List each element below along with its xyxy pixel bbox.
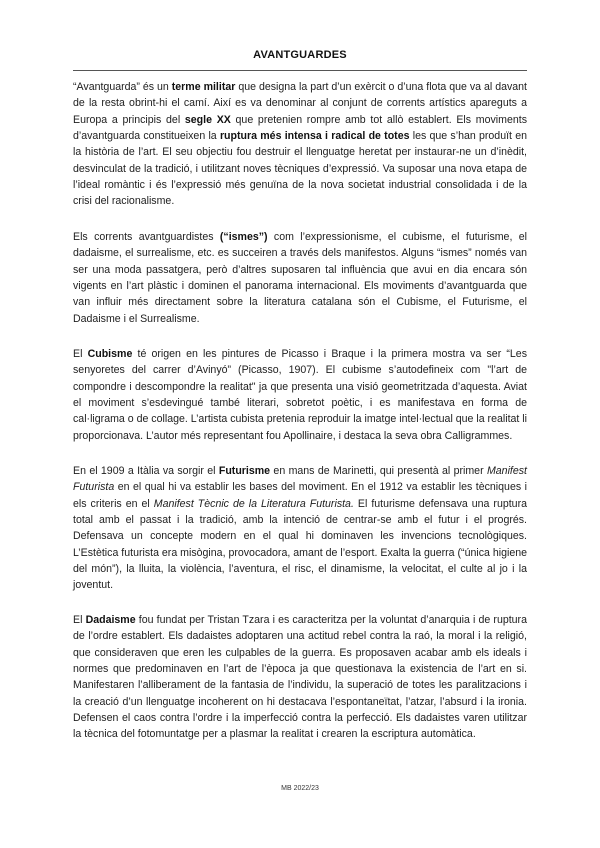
emphasis-futurisme: Futurisme [218,465,271,477]
paragraph-avantguarda-definition [73,79,527,210]
document-title: AVANTGUARDES [253,49,347,61]
title-divider [73,70,527,71]
text-run: “Avantguarda” és un [73,81,172,93]
text-run: En el 1909 a Itàlia va sorgir el [73,465,219,477]
text-run: com l’expressionisme, el cubisme, el futurisme, el dadaisme, el surrealisme, etc. es succeiren a través dels manifestos. Alguns “ismes” només van ser una moda passatgera, però d’altres suposaren tal influència que avui en dia encara són vigents en l’art plàstic i dominen el panorama internacional. Els moviments d’avantguarda que van influir més directament sobre la literatura catalana són el Cubisme, el Futurisme, el Dadaisme i el Surrealisme. [73,231,528,325]
text-run: El [73,348,88,360]
text-run: té origen en les pintures de Picasso i Braque i la primera mostra va ser “Les senyoretes del carrer d’Avinyó” (Picasso, 1907). El cubisme s’autodefineix com "l’art de compondre i descompondre la realitat" ja que presenta una visió geometritzada d’aquesta. Aviat el moviment s’esdevingué també literari, sobretot poètic, i es manifestava en forma de cal·ligrama o de collage. L’artista cubista pretenia reproduir la imatge intel·lectual que la realitat li proporcionava. L’autor més representant fou Apollinaire, i destaca la seva obra Calligrammes. [73,348,528,442]
paragraph-cubisme [73,346,527,444]
text-run: en mans de Marinetti, qui presentà al primer [270,465,487,477]
paragraph-futurisme [73,463,527,594]
emphasis-ruptura: ruptura més intensa i radical de totes [219,130,410,143]
paragraph-dadaisme [73,612,527,743]
emphasis-segle-xx: segle XX [184,113,231,126]
text-run: El futurisme defensava una ruptura total amb el passat i la tradició, amb la intenció de centrar-se amb el futur i el progrés. Defensava un concepte modern en el qual hi dominaven les invencions tecnològiques. L’Estètica futurista era misògina, provocadora, amant de l’esport. Exalta la guerra (“única higiene del món”), la lluita, la violència, l’aventura, el risc, el dinamisme, la velocitat, el culte al jo i la joventut. [73,497,528,592]
paragraph-ismes [73,229,527,327]
emphasis-cubisme: Cubisme [87,348,133,360]
text-run: les que s’han produït en la història de l’art. El seu objectiu fou destruir el llenguatge heretat per instaurar-ne un d’inèdit, desvinculat de la tradició, i utilitzant noves tècniques d’expressió. Va suposar una nova etapa de l’ideal romàntic i és l’expressió més genuïna de la nova societat industrial consolidada i de la crisi del racionalisme. [73,130,527,208]
text-run: que pretenien rompre amb tot allò establert. Els moviments d’avantguarda constitueixen la [73,113,527,143]
text-run: que designa la part d’un exèrcit o d’una flota que va al davant de la resta obrint-hi el camí. Així es va denominar al conjunt de corrents artístics apareguts a Europa a principis del [73,81,528,126]
emphasis-ismes: (“ismes”) [219,231,268,243]
page-footer: MB 2022/23 [281,785,319,792]
text-run: El [73,614,86,626]
text-run: fou fundat per Tristan Tzara i es caracteritza per la voluntat d’anarquia i de ruptura de l’ordre establert. Els dadaistes adoptaren una actitud rebel contra la raó, la moral i la religió, que consideraven que eren les culpables de la guerra. Es proposaven acabar amb els ideals i normes que predominaven en l’art de l’època ja que questionava la existencia de l’art en si. Manifestaren l’alliberament de la fantasia de l’individu, la superació de totes les paralitzacions i la creació d’un llenguatge incoherent on hi destacava l’espontaneïtat, l’atzar, l’absurd i la ironia. Defensen el caos contra l’ordre i la imperfecció contra la perfecció. Els dadaistes varen utilitzar la tècnica del fotomuntatge per a plasmar la realitat i crearen la escriptura automàtica. [73,614,527,741]
emphasis-terme-militar: terme militar [171,81,236,93]
italic-manifest-tecnic: Manifest Tècnic de la Literatura Futurista. [153,497,354,510]
emphasis-dadaisme: Dadaisme [85,614,136,626]
italic-manifest-futurista: Manifest Futurista [73,465,528,494]
text-run: en el qual hi va establir les bases del moviment. En el 1912 va establir les tècniques i els criteris en el [73,481,527,510]
text-run: Els corrents avantguardistes [73,231,220,243]
